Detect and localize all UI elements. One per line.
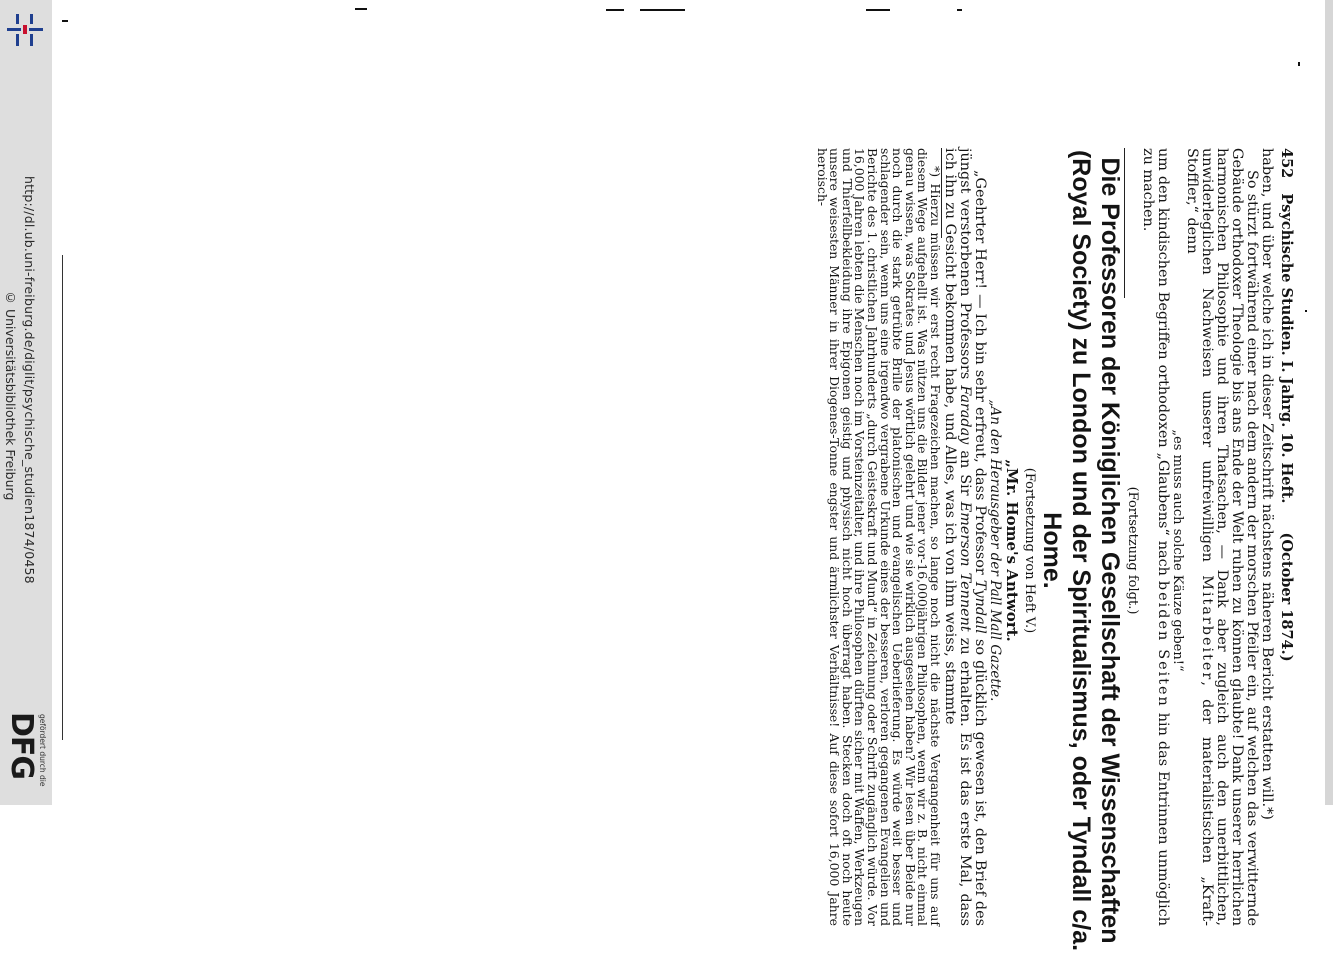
paragraph-text: , der materialistischen „Kraft-Stoffler,“ denn [1184,148,1216,927]
viewer-right-border [1325,0,1333,805]
page-number: 452 [1278,148,1295,179]
name-faraday: Faraday [956,385,973,445]
article-subtitle: „Mr. Home's Antwort. [1002,459,1021,642]
paragraph-text: zu erhalten. Es ist das erste Mal, dass ich ihn zu Gesicht bekommen habe, und Alles, was ich von ihm weiss, stammte [941,148,973,926]
scanned-page [815,148,1296,953]
page-header [1274,148,1296,953]
to-be-continued: (Fortsetzung folgt.) [1124,486,1140,615]
copyright-notice: © Universitätsbibliothek Freiburg [3,290,18,501]
paragraph-text: so glücklich gewesen ist, den Brief des jüngst verstorbenen Professors [956,148,988,927]
paragraph: haben, und über welche ich in dieser Zeitschrift nächstens näheren Bericht erstatten will.*) [1259,148,1275,820]
section-divider [1124,148,1125,298]
dfg-logo-text: DFG [4,712,39,780]
paragraph-text: hin das Entrinnen unmöglich zu machen. [1139,148,1171,927]
running-title: Psychische Studien. I. Jahrg. 10. Heft. [1278,193,1295,504]
paragraph-text: „Geehrter Herr! — Ich bin sehr erfreut, dass Professor [971,170,988,575]
article-title: Die Professoren der Königlichen Gesellschaft der Wissenschaften (Royal Society) zu London und der Spiritualismus, oder Tyndall c/a. Home. [1037,149,1124,952]
emphasis-text: Mitarbeiter [1199,575,1216,682]
paragraph [1140,148,1170,926]
letter-paragraph [942,148,987,926]
dfg-logo [4,712,50,802]
name-emerson-tennent: Emerson Tennent [956,501,973,632]
viewer-sidebar [0,0,52,805]
name-tyndall: Tyndall [971,579,988,634]
paragraph-text: an Sir [956,450,973,496]
document-viewport [52,0,1325,952]
paragraph [1185,148,1260,926]
emphasis-text: beiden Seiten [1154,580,1171,708]
page-url[interactable]: http://dl.ub.uni-freiburg.de/diglit/psychische_studien1874/0458 [22,176,37,584]
dfg-tagline: gefördert durch die [38,714,47,787]
ub-freiburg-logo-icon [3,10,45,52]
continuation-note: (Fortsetzung von Heft V.) [1021,467,1037,634]
paragraph-text: So stürzt fortwährend einer nach dem andern der morschen Pfeiler ein, auf welchen das verwitternde Gebäude orthodoxer Theologie bis ans Ende der Welt ruhen zu können glaubte! Dank unserer herrlichen harmonischen Philosophie und ihren Thatsachen, — Dank aber zugleich auch den unerbittlichen, unwiderleglichen Nachweisen unserer unfreiwilligen [1199,148,1261,926]
paragraph-text: um den kindischen Begriffen orthodoxen „Glaubens“ nach [1154,148,1171,576]
footnote: *) Hierzu müssen wir erst recht Fragezeichen machen, so lange noch nicht die nächste Vergangenheit für uns auf diesem Wege aufgehellt ist. Was nützen uns die Bilder jener vor-16,000jährigen Philosophen, wenn wir z. B. nicht einmal genau wissen, was Sokrates und Jesus wörtlich gelehrt und wie sie wirklich ausgesehen haben? Wir lesen über Beide nur noch durch die stark getrübte Brille der platonischen und evangelischen Ueberlieferung. Es würde weit besser und schlagender sein, wenn uns eine irgendwo vergrabene Urkunde eines der besseren, verloren gegangenen Evangelien und Berichte des 1. christlichen Jahrhunderts „durch Geisteskraft und Mund“ in Zeichnung oder Schrift zugänglich würde. Vor 16,000 Jahren lebten die Menschen noch im Vorsteinzeitalter, und ihre Philosophen dürften sicher mit Waffen, Werkzeugen und Thierfellbekleidung ihre Epigonen geistig und physisch nicht hoch überragt haben. Stecken doch oft noch heute unsere weisesten Männer in ihrer Diogenes-Tonne engster und ärmlichster Verhältnisse! Auf diese sofort 16,000 Jahre heroisch- [814,148,944,926]
quote: „es muss auch solche Käuze geben!“ [1169,429,1185,672]
issue-date: (October 1874.) [1278,532,1295,662]
letter-address: „An den Herausgeber der Pall Mall Gazette. [986,399,1003,702]
